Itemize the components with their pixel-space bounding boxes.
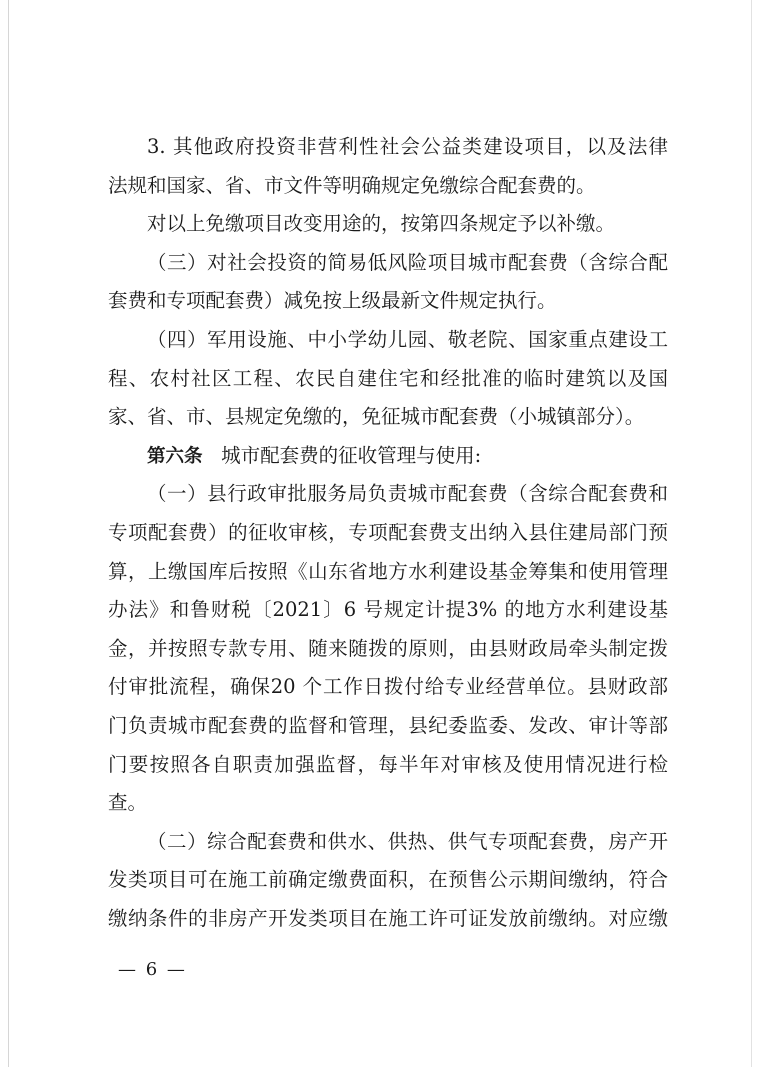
- page-number: — 6 —: [118, 959, 187, 980]
- text-line-21: 缴纳条件的非房产开发类项目在施工许可证发放前缴纳。对应缴: [108, 906, 668, 930]
- text-line-11: 专项配套费）的征收审核，专项配套费支出纳入县住建局部门预: [108, 520, 668, 544]
- text-line-5: 套费和专项配套费）减免按上级最新文件规定执行。: [108, 289, 557, 313]
- document-body: [108, 128, 668, 938]
- article-six-line: [108, 437, 668, 476]
- text-line-6: （四）军用设施、中小学幼儿园、敬老院、国家重点建设工: [147, 327, 668, 351]
- text-line-7: 程、农村社区工程、农民自建住宅和经批准的临时建筑以及国: [108, 366, 668, 390]
- text-line-3: 对以上免缴项目改变用途的，按第四条规定予以补缴。: [147, 212, 616, 236]
- page-edge-right: [751, 0, 752, 1067]
- page-edge-left: [8, 0, 9, 1067]
- text-line-16: 门负责城市配套费的监督和管理，县纪委监委、发改、审计等部: [108, 713, 668, 737]
- text-line-1: 3. 其他政府投资非营利性社会公益类建设项目，以及法律: [147, 135, 668, 158]
- text-line-10: （一）县行政审批服务局负责城市配套费（含综合配套费和: [147, 482, 668, 506]
- article-six-title: 城市配套费的征收管理与使用:: [221, 443, 482, 467]
- text-line-12: 算，上缴国库后按照《山东省地方水利建设基金筹集和使用管理: [108, 559, 668, 583]
- article-six-heading: 第六条: [147, 445, 203, 467]
- text-line-19: （二）综合配套费和供水、供热、供气专项配套费，房产开: [147, 829, 668, 853]
- text-line-14: 金，并按照专款专用、随来随拨的原则，由县财政局牵头制定拨: [108, 636, 668, 660]
- text-line-4: （三）对社会投资的简易低风险项目城市配套费（含综合配: [147, 250, 668, 274]
- text-line-2: 法规和国家、省、市文件等明确规定免缴综合配套费的。: [108, 173, 596, 197]
- text-line-17: 门要按照各自职责加强监督，每半年对审核及使用情况进行检: [108, 752, 668, 776]
- text-line-18: 查。: [108, 791, 148, 815]
- text-line-15: 付审批流程，确保20 个工作日拨付给专业经营单位。县财政部: [108, 675, 668, 699]
- text-line-8: 家、省、市、县规定免缴的，免征城市配套费（小城镇部分）。: [108, 405, 645, 429]
- text-line-20: 发类项目可在施工前确定缴费面积，在预售公示期间缴纳，符合: [108, 868, 668, 892]
- text-line-13: 办法》和鲁财税〔2021〕6 号规定计提3% 的地方水利建设基: [108, 598, 668, 622]
